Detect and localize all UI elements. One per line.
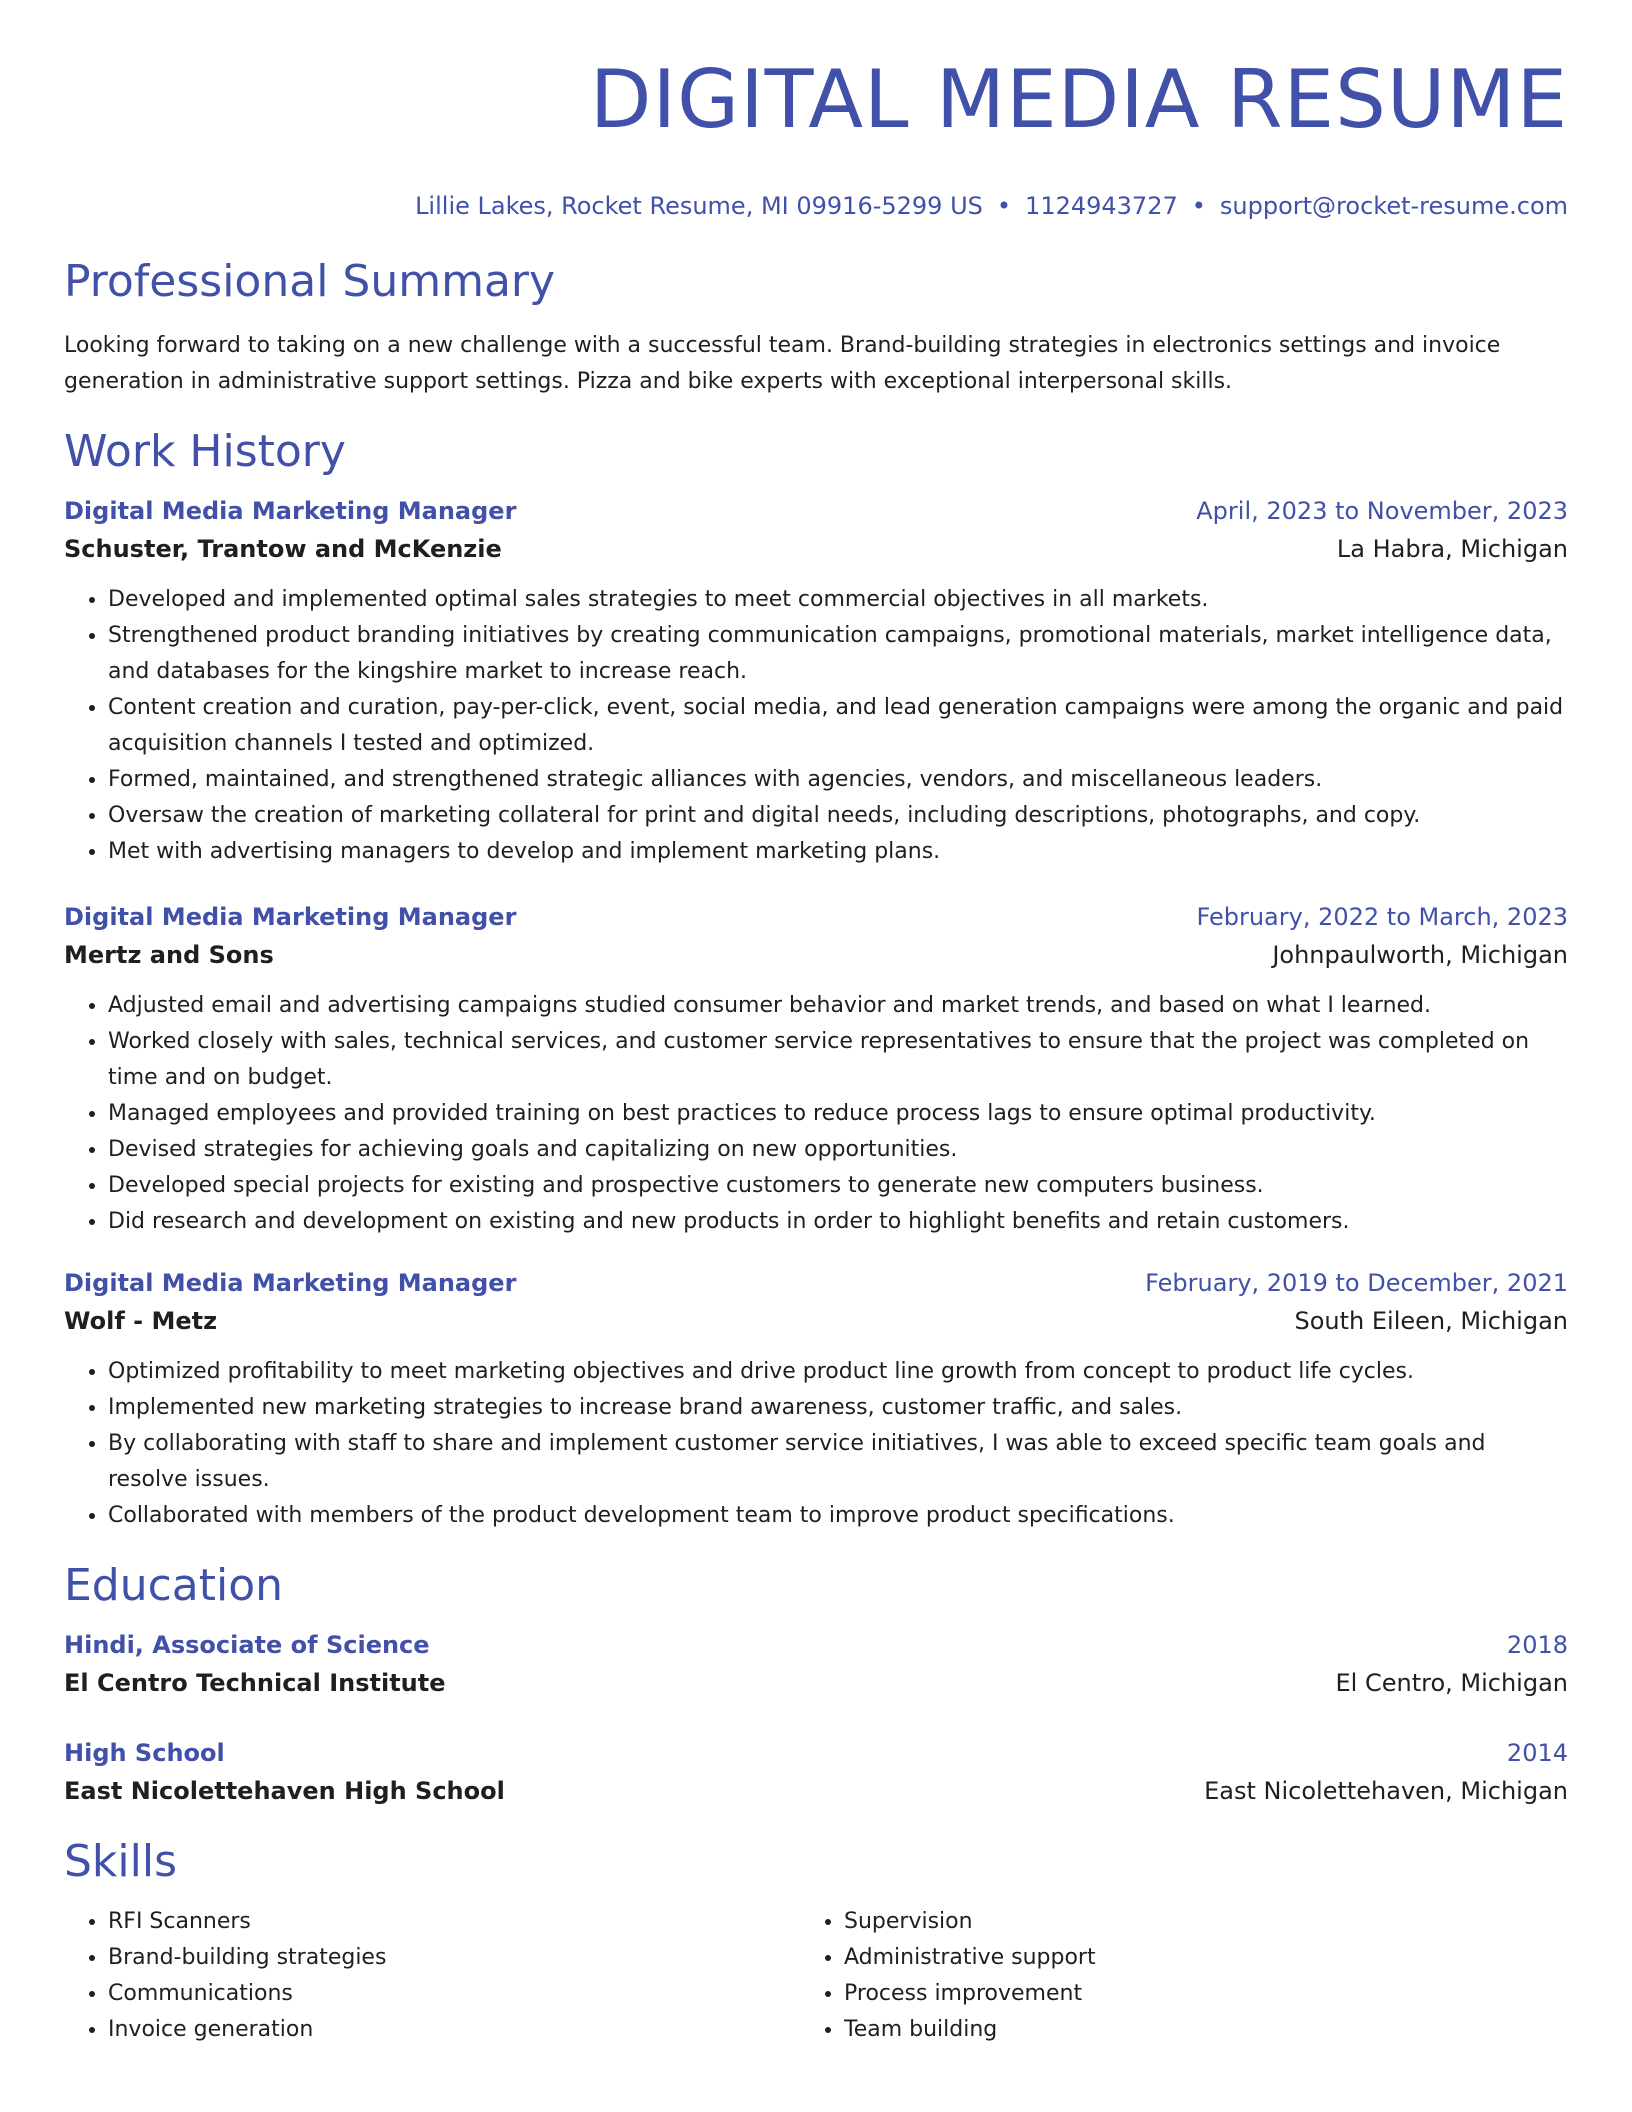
employer-name: Mertz and Sons — [64, 941, 274, 969]
list-item: • Managed employees and provided training on best practices to reduce process lags to ensure optimal productivity. — [108, 1096, 1568, 1132]
contact-phone: 1124943727 — [1025, 192, 1178, 220]
employer-name: Wolf - Metz — [64, 1307, 218, 1335]
list-item: • Brand-building strategies — [108, 1940, 800, 1976]
graduation-year: 2014 — [1506, 1739, 1568, 1767]
degree-title: Hindi, Associate of Science — [64, 1631, 430, 1659]
resume-title: DIGITAL MEDIA RESUME — [589, 53, 1568, 146]
skills-columns — [64, 1904, 1568, 2048]
list-item: • Supervision — [844, 1904, 1536, 1940]
job-bullets — [64, 988, 1568, 1240]
list-item: • Did research and development on existing and new products in order to highlight benefits and retain customers. — [108, 1204, 1568, 1240]
contact-line — [64, 188, 1568, 224]
job-dates: February, 2022 to March, 2023 — [1196, 903, 1568, 931]
employer-name: Schuster, Trantow and McKenzie — [64, 535, 502, 563]
summary-section — [64, 254, 1568, 400]
education-entry — [64, 1626, 1568, 1702]
list-item: • RFI Scanners — [108, 1904, 800, 1940]
skills-column-left — [64, 1904, 800, 2048]
degree-title: High School — [64, 1739, 225, 1767]
list-item: • Communications — [108, 1976, 800, 2012]
contact-email: support@rocket-resume.com — [1219, 192, 1568, 220]
contact-separator: • — [996, 192, 1012, 220]
summary-heading: Professional Summary — [64, 256, 556, 307]
job-title: Digital Media Marketing Manager — [64, 497, 517, 525]
job-entry — [64, 1264, 1568, 1534]
list-item: • Worked closely with sales, technical services, and customer service representatives to ensure that the project was completed on time and on budget. — [108, 1024, 1568, 1096]
list-item: • Process improvement — [844, 1976, 1536, 2012]
skills-column-right — [800, 1904, 1536, 2048]
work-history-heading: Work History — [64, 426, 346, 477]
list-item: • Implemented new marketing strategies to increase brand awareness, customer traffic, and sales. — [108, 1390, 1568, 1426]
list-item: • Administrative support — [844, 1940, 1536, 1976]
summary-text: Looking forward to taking on a new challenge with a successful team. Brand-building strategies in electronics settings and invoice generation in administrative support settings. Pizza and bike experts with exceptional interpersonal skills. — [64, 333, 1501, 394]
list-item: • Collaborated with members of the product development team to improve product specifications. — [108, 1498, 1568, 1534]
list-item: • Optimized profitability to meet marketing objectives and drive product line growth from concept to product life cycles. — [108, 1354, 1568, 1390]
job-entry — [64, 492, 1568, 870]
job-location: South Eileen, Michigan — [1294, 1307, 1568, 1335]
work-history-section — [64, 424, 1568, 1534]
list-item: • Content creation and curation, pay-per-click, event, social media, and lead generation campaigns were among the organic and paid acquisition channels I tested and optimized. — [108, 690, 1568, 762]
job-location: La Habra, Michigan — [1336, 535, 1568, 563]
school-location: El Centro, Michigan — [1335, 1669, 1568, 1697]
job-title: Digital Media Marketing Manager — [64, 903, 517, 931]
list-item: • Team building — [844, 2012, 1536, 2048]
school-location: East Nicolettehaven, Michigan — [1204, 1777, 1568, 1805]
job-bullets — [64, 582, 1568, 870]
contact-separator: • — [1191, 192, 1206, 220]
education-heading: Education — [64, 1560, 284, 1611]
job-dates: April, 2023 to November, 2023 — [1196, 497, 1568, 525]
job-entry — [64, 898, 1568, 1240]
school-name: El Centro Technical Institute — [64, 1669, 446, 1697]
job-location: Johnpaulworth, Michigan — [1272, 941, 1568, 969]
graduation-year: 2018 — [1506, 1631, 1568, 1659]
list-item: • Oversaw the creation of marketing collateral for print and digital needs, including descriptions, photographs, and copy. — [108, 798, 1568, 834]
job-dates: February, 2019 to December, 2021 — [1145, 1269, 1568, 1297]
list-item: • By collaborating with staff to share and implement customer service initiatives, I was able to exceed specific team goals and resolve issues. — [108, 1426, 1568, 1498]
skills-section — [64, 1834, 1568, 2048]
list-item: • Developed and implemented optimal sales strategies to meet commercial objectives in all markets. — [108, 582, 1568, 618]
education-section — [64, 1558, 1568, 1810]
list-item: • Met with advertising managers to develop and implement marketing plans. — [108, 834, 1568, 870]
list-item: • Formed, maintained, and strengthened strategic alliances with agencies, vendors, and miscellaneous leaders. — [108, 762, 1568, 798]
job-title: Digital Media Marketing Manager — [64, 1269, 517, 1297]
list-item: • Strengthened product branding initiatives by creating communication campaigns, promotional materials, market intelligence data, and databases for the kingshire market to increase reach. — [108, 618, 1568, 690]
contact-address: Lillie Lakes, Rocket Resume, MI 09916-5299 US — [415, 192, 983, 220]
education-entry — [64, 1734, 1568, 1810]
list-item: • Developed special projects for existing and prospective customers to generate new computers business. — [108, 1168, 1568, 1204]
school-name: East Nicolettehaven High School — [64, 1777, 505, 1805]
job-bullets — [64, 1354, 1568, 1534]
list-item: • Devised strategies for achieving goals and capitalizing on new opportunities. — [108, 1132, 1568, 1168]
list-item: • Adjusted email and advertising campaigns studied consumer behavior and market trends, and based on what I learned. — [108, 988, 1568, 1024]
list-item: • Invoice generation — [108, 2012, 800, 2048]
skills-heading: Skills — [64, 1836, 178, 1887]
